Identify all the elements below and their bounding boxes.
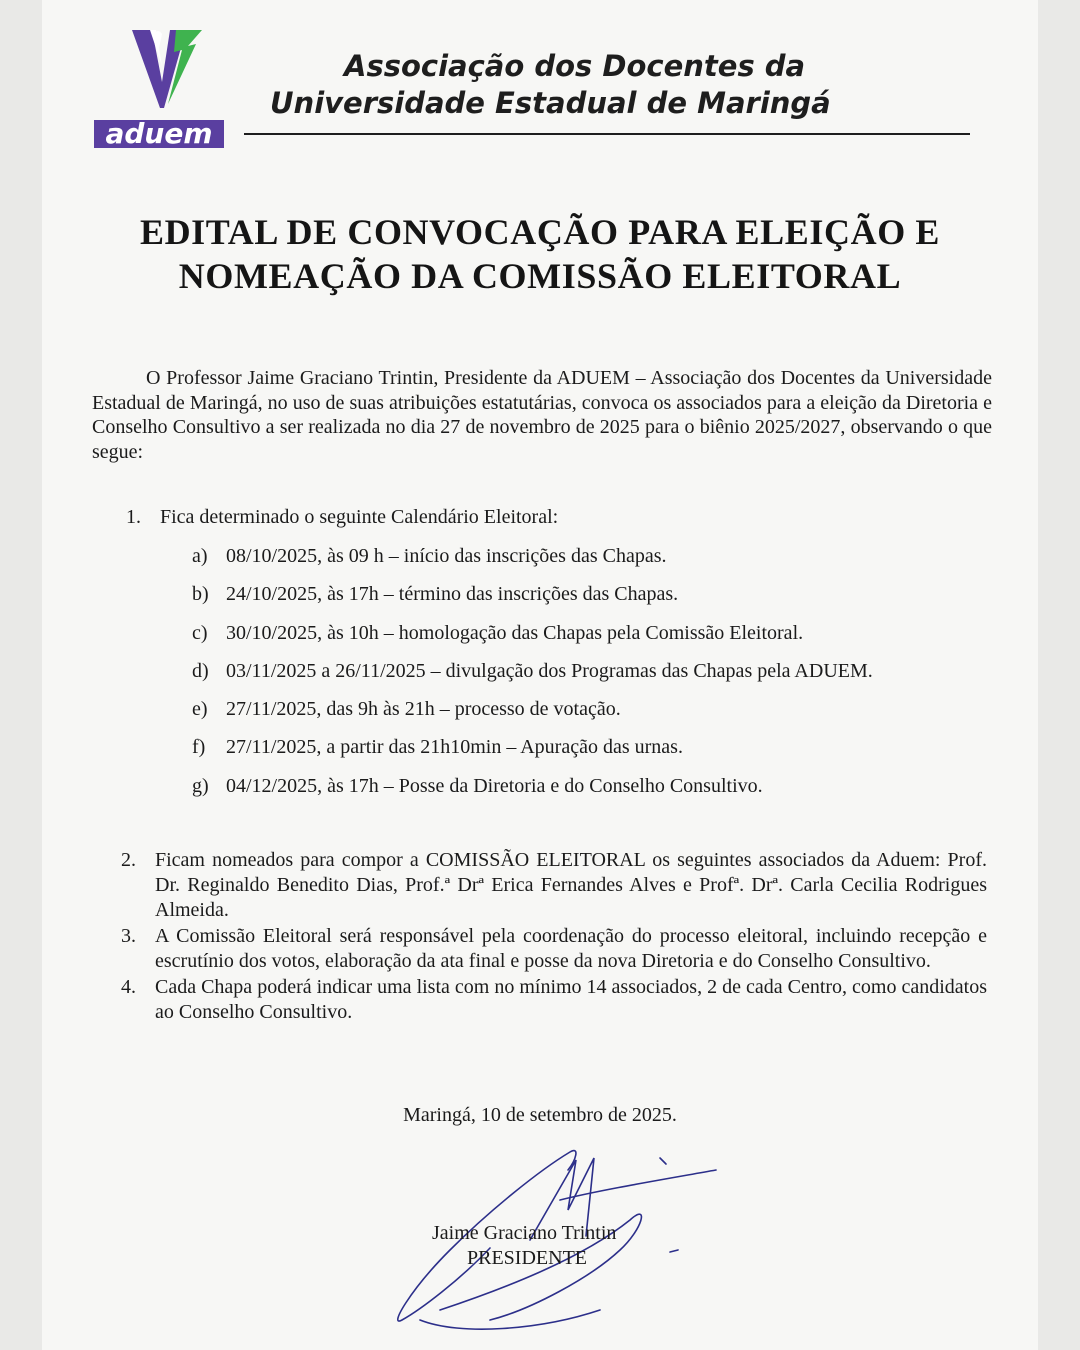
calendar-text: 27/11/2025, a partir das 21h10min – Apuração das urnas.: [226, 736, 683, 759]
list-item-2: [121, 848, 987, 923]
calendar-text: 03/11/2025 a 26/11/2025 – divulgação dos Programas das Chapas pela ADUEM.: [226, 659, 873, 682]
item-text: A Comissão Eleitoral será responsável pela coordenação do processo eleitoral, incluindo recepção e escrutínio dos votos, elaboração da ata final e posse da nova Diretoria e do Conselho Consultivo.: [155, 925, 987, 972]
item-text: Ficam nomeados para compor a COMISSÃO ELEITORAL os seguintes associados da Aduem: Prof. Dr. Reginaldo Benedito Dias, Prof.ª Drª Erica Fernandes Alves e Profª. Drª. Carla Cecilia Rodrigues Almeida.: [155, 849, 987, 921]
calendar-item: [192, 735, 873, 773]
calendar-item: [192, 544, 873, 582]
calendar-text: 04/12/2025, às 17h – Posse da Diretoria e do Conselho Consultivo.: [226, 774, 763, 797]
calendar-letter: g): [192, 774, 209, 797]
calendar-item: [192, 697, 873, 735]
association-line-1: Associação dos Docentes da: [344, 49, 806, 83]
calendar-letter: f): [192, 736, 206, 759]
title-line-2: NOMEAÇÃO DA COMISSÃO ELEITORAL: [178, 256, 902, 296]
association-name: [270, 48, 890, 122]
title-line-1: EDITAL DE CONVOCAÇÃO PARA ELEIÇÃO E: [139, 212, 941, 252]
list-item-3: [121, 924, 987, 974]
calendar-item: [192, 774, 873, 812]
item-number: 1.: [126, 506, 141, 528]
item-number: 4.: [121, 976, 136, 998]
calendar-letter: a): [192, 545, 208, 567]
calendar-item: [192, 582, 873, 620]
calendar-text: 24/10/2025, às 17h – término das inscrições das Chapas.: [226, 583, 679, 606]
aduem-logo: [92, 26, 228, 150]
date-line: Maringá, 10 de setembro de 2025.: [403, 1104, 677, 1126]
calendar-letter: e): [192, 698, 208, 721]
calendar-item: [192, 621, 873, 659]
intro-paragraph: O Professor Jaime Graciano Trintin, Presidente da ADUEM – Associação dos Docentes da Universidade Estadual de Maringá, no uso de suas atribuições estatutárias, convoca os associados para a eleição da Diretoria e Conselho Consultivo a ser realizada no dia 27 de novembro de 2025 para o biênio 2025/2027, observando o que segue:: [92, 367, 992, 463]
item-number: 3.: [121, 925, 136, 947]
calendar-text: 30/10/2025, às 10h – homologação das Chapas pela Comissão Eleitoral.: [226, 621, 804, 644]
signatory-role: PRESIDENTE: [467, 1247, 587, 1269]
header-rule: [244, 133, 970, 135]
calendar-letter: b): [192, 583, 209, 606]
logo-text: aduem: [105, 117, 213, 150]
list-item-4: [121, 975, 987, 1025]
item-number: 2.: [121, 849, 136, 871]
electoral-calendar: [192, 544, 873, 812]
item-text: Fica determinado o seguinte Calendário Eleitoral:: [160, 506, 559, 528]
item-text: Cada Chapa poderá indicar uma lista com no mínimo 14 associados, 2 de cada Centro, como candidatos ao Conselho Consultivo.: [155, 976, 987, 1023]
numbered-items: [121, 848, 987, 1026]
calendar-item: [192, 659, 873, 697]
list-item-1: [126, 505, 558, 529]
calendar-text: 08/10/2025, às 09 h – início das inscrições das Chapas.: [226, 545, 667, 567]
signatory-name: Jaime Graciano Trintin: [432, 1222, 617, 1244]
association-line-2: Universidade Estadual de Maringá: [270, 86, 831, 120]
document-title: [60, 210, 1020, 298]
calendar-letter: d): [192, 659, 209, 682]
calendar-text: 27/11/2025, das 9h às 21h – processo de votação.: [226, 698, 621, 721]
calendar-letter: c): [192, 621, 208, 644]
